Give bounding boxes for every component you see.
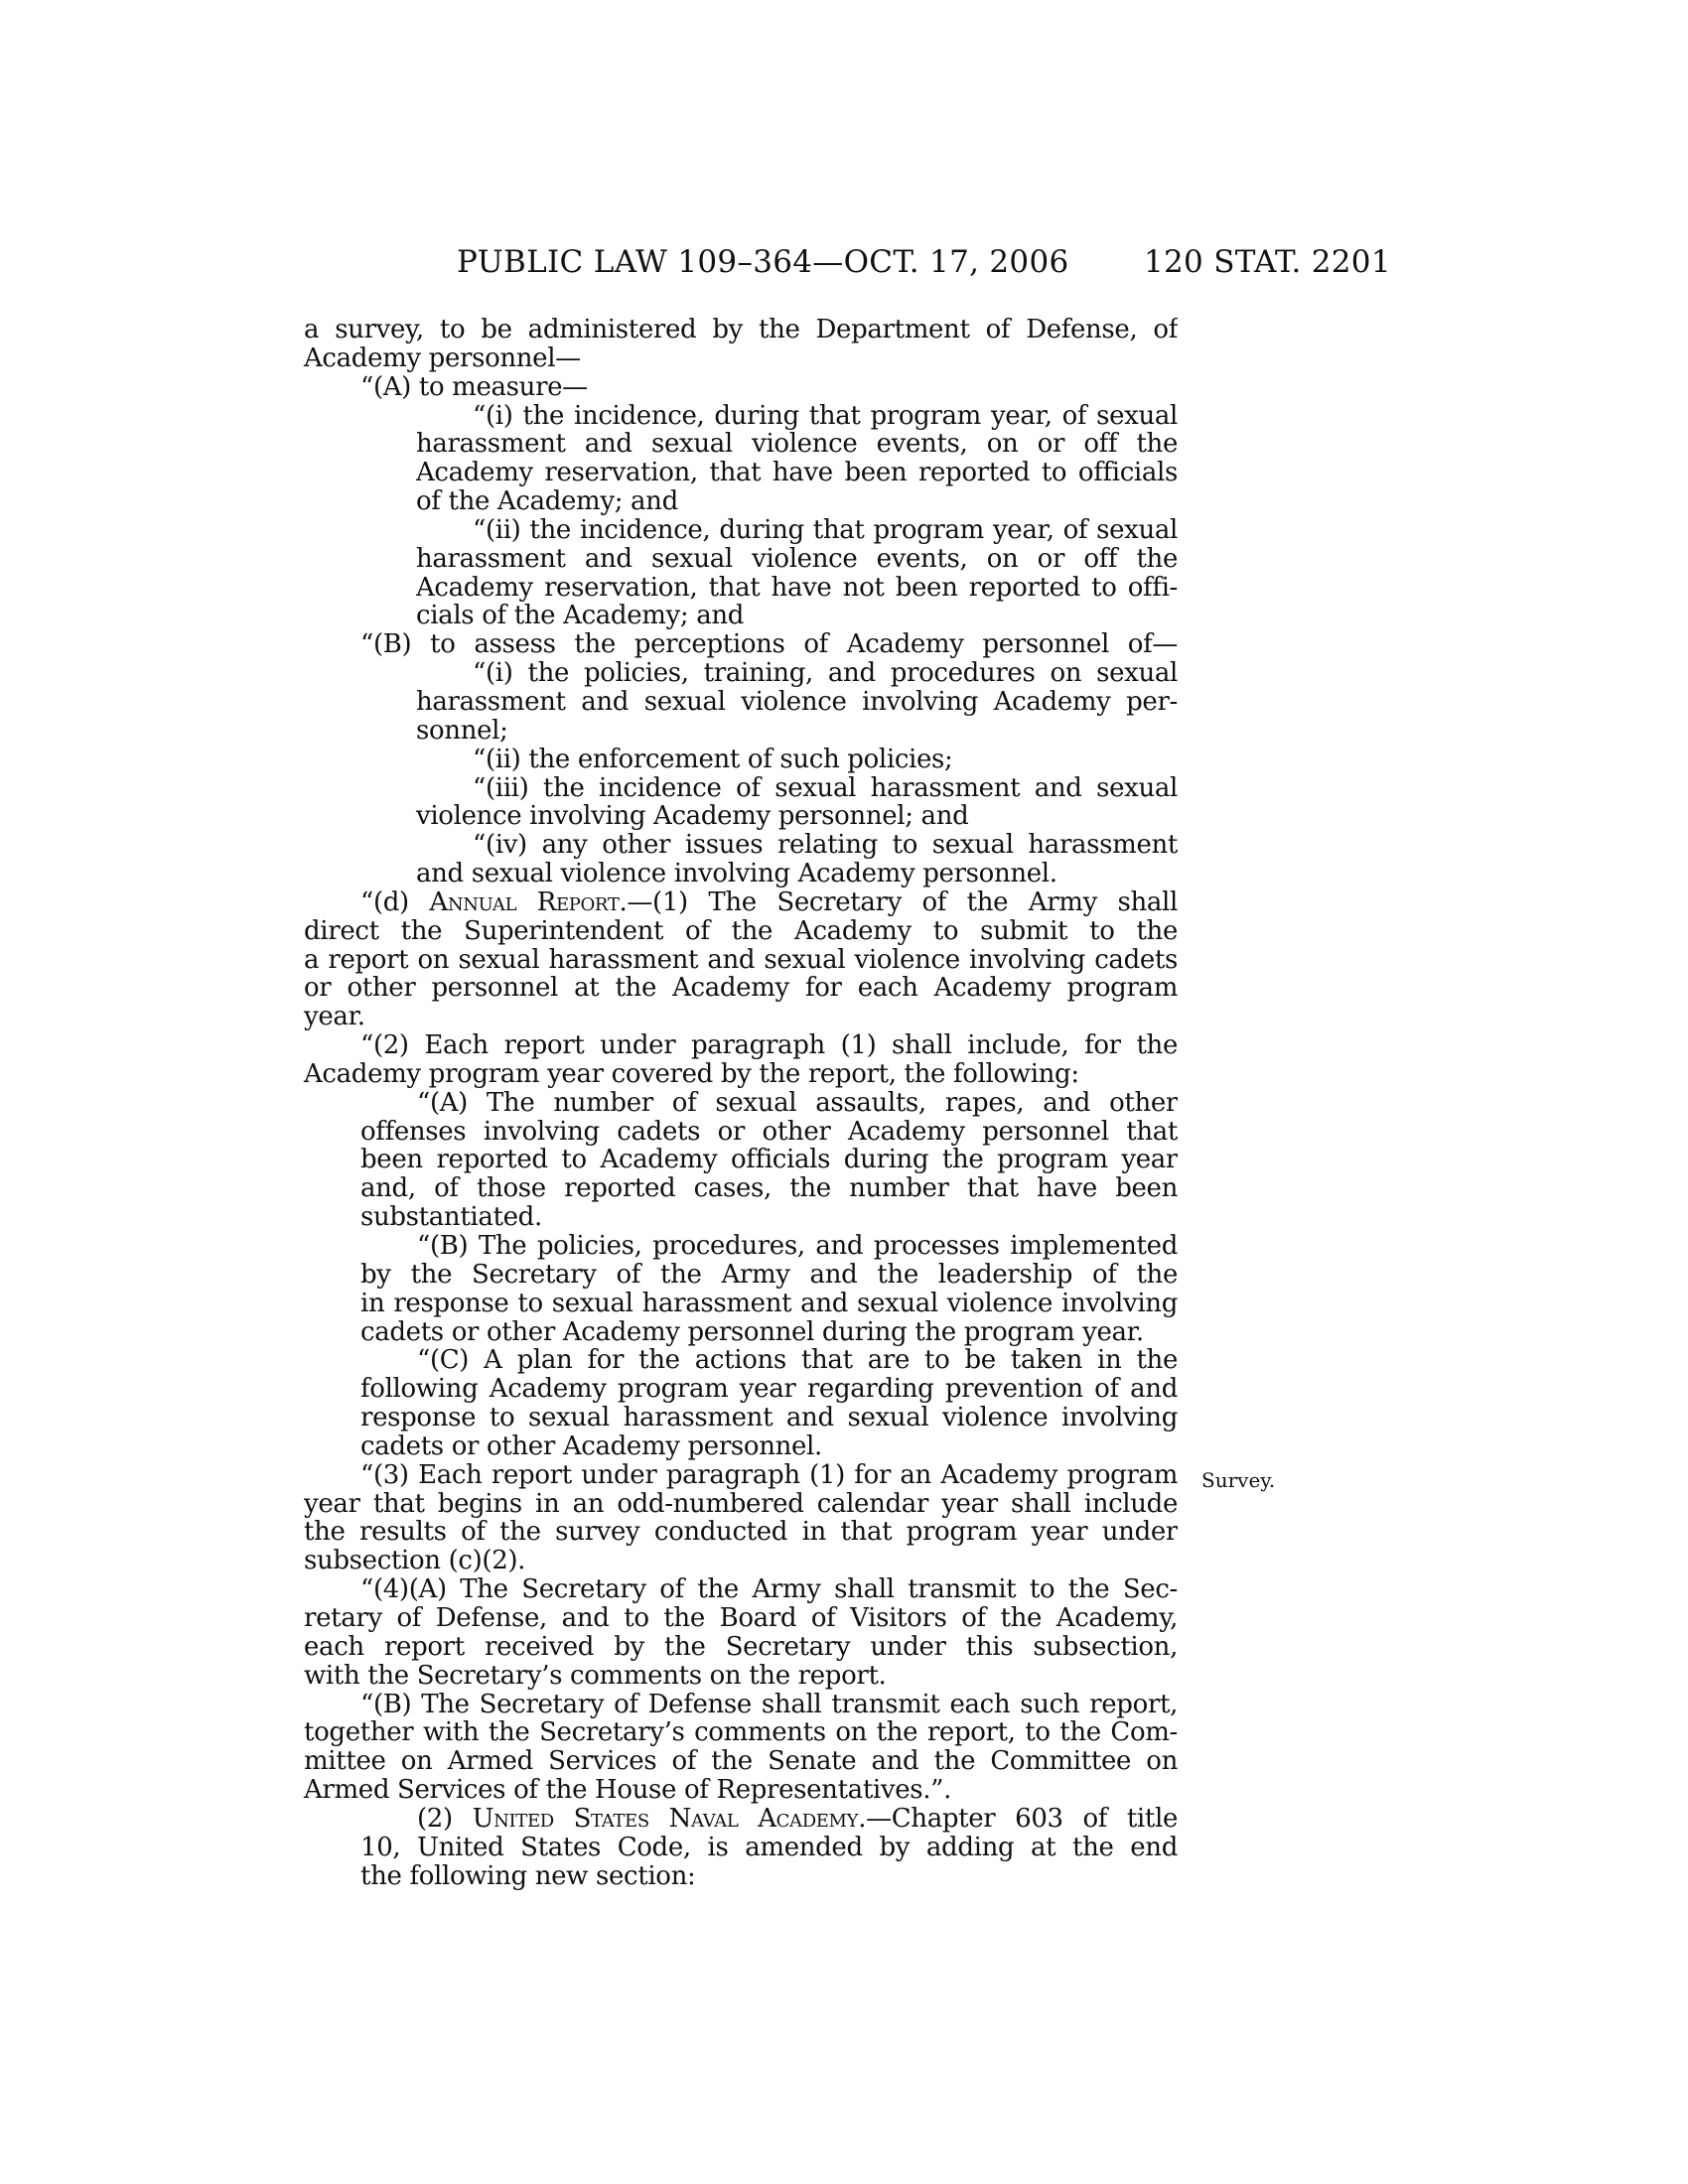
text-span: the results of the survey conducted in that program year under — [304, 1518, 1178, 1548]
text-line — [417, 1232, 1178, 1261]
text-span: in response to sexual harassment and sexual violence involving — [360, 1289, 1178, 1318]
text-span: year. — [304, 1002, 365, 1032]
text-line — [360, 1461, 1178, 1490]
text-span: .—(1) The Secretary of the Army shall — [619, 887, 1178, 917]
text-span: of the Academy; and — [416, 486, 678, 517]
text-line — [360, 1691, 1178, 1719]
text-line — [416, 487, 1178, 516]
text-line — [473, 831, 1178, 860]
text-line — [360, 373, 1178, 402]
text-span: “(i) the policies, training, and procedures on sexual — [473, 659, 1178, 688]
text-line — [304, 974, 1178, 1003]
text-line — [417, 1805, 1178, 1834]
text-span: “(i) the incidence, during that program year, of sexual — [473, 401, 1178, 431]
text-line — [304, 1747, 1178, 1776]
text-line — [360, 1146, 1178, 1174]
text-span: the following new section: — [360, 1860, 696, 1891]
text-line — [304, 917, 1178, 946]
text-line — [473, 402, 1178, 431]
text-span: “(C) A plan for the actions that are to be taken in the — [417, 1346, 1178, 1376]
small-caps-heading: United States Naval Academy — [472, 1804, 859, 1834]
text-line — [416, 717, 1178, 746]
text-span: “(iii) the incidence of sexual harassment and sexual — [473, 773, 1178, 803]
text-line — [360, 1174, 1178, 1203]
text-span: (2) — [417, 1804, 473, 1834]
text-span: or other personnel at the Academy for each Academy program — [304, 974, 1178, 1004]
text-span: and, of those reported cases, the number that have been — [360, 1174, 1178, 1204]
text-span: “(2) Each report under paragraph (1) shall include, for the — [360, 1031, 1178, 1060]
text-span: substantiated. — [360, 1202, 542, 1233]
text-line — [360, 888, 1178, 917]
text-line — [360, 1834, 1178, 1862]
text-line — [416, 602, 1178, 630]
text-span: “(ii) the incidence, during that program year, of sexual — [473, 515, 1178, 545]
text-span: “(B) The policies, procedures, and processes implemented — [417, 1232, 1178, 1261]
text-span: .—Chapter 603 of title — [858, 1804, 1178, 1834]
text-line — [360, 1318, 1178, 1347]
text-line — [360, 1203, 1178, 1232]
body-text — [304, 316, 1178, 1890]
page-header-title: PUBLIC LAW 109–364—OCT. 17, 2006 — [457, 244, 1069, 280]
text-span: and sexual violence involving Academy personnel. — [416, 859, 1057, 889]
text-span: year that begins in an odd-numbered calendar year shall include — [304, 1489, 1178, 1519]
small-caps-heading: Annual Report — [429, 887, 620, 917]
margin-note: Survey. — [1201, 1468, 1276, 1492]
text-span: “(iv) any other issues relating to sexual harassment — [473, 831, 1178, 861]
text-span: cadets or other Academy personnel. — [360, 1431, 822, 1461]
text-span: offenses involving cadets or other Academy personnel that — [360, 1117, 1178, 1147]
text-span: “(4)(A) The Secretary of the Army shall transmit to the Sec- — [360, 1575, 1178, 1604]
text-line — [304, 946, 1178, 975]
text-line — [304, 316, 1178, 344]
text-line — [473, 516, 1178, 545]
text-span: each report received by the Secretary under this subsection, — [304, 1632, 1178, 1662]
text-line — [304, 344, 1178, 373]
text-line — [416, 860, 1178, 888]
text-line — [473, 774, 1178, 803]
text-span: violence involving Academy personnel; and — [416, 801, 969, 832]
text-span: Academy reservation, that have been reported to officials — [416, 459, 1178, 488]
text-span: “(ii) the enforcement of such policies; — [473, 744, 953, 774]
text-line — [360, 1433, 1178, 1461]
text-span: 10, United States Code, is amended by adding at the end — [360, 1833, 1178, 1862]
text-line — [416, 802, 1178, 831]
text-line — [416, 430, 1178, 459]
text-line — [416, 545, 1178, 574]
text-span: by the Secretary of the Army and the leadership of the — [360, 1260, 1178, 1290]
text-line — [416, 688, 1178, 717]
text-line — [360, 1375, 1178, 1404]
text-span: “(A) The number of sexual assaults, rapes, and other — [417, 1088, 1178, 1118]
text-line — [304, 1604, 1178, 1633]
text-line — [304, 1518, 1178, 1547]
text-line — [304, 1776, 1178, 1805]
text-line — [360, 1404, 1178, 1433]
text-span: sonnel; — [416, 715, 508, 746]
text-line — [304, 1547, 1178, 1575]
text-line — [416, 459, 1178, 487]
text-line — [360, 1261, 1178, 1290]
text-span: Academy personnel— — [304, 342, 581, 373]
text-line — [360, 1290, 1178, 1318]
text-span: together with the Secretary’s comments on the report, to the Com- — [304, 1718, 1178, 1748]
text-span: “(d) — [360, 887, 430, 917]
text-span: “(B) The Secretary of Defense shall transmit each such report, — [360, 1690, 1178, 1719]
text-line — [304, 1633, 1178, 1662]
text-span: a survey, to be administered by the Department of Defense, of — [304, 316, 1178, 344]
text-span: retary of Defense, and to the Board of Visitors of the Academy, — [304, 1603, 1178, 1633]
text-span: a report on sexual harassment and sexual violence involving cadets — [304, 945, 1178, 975]
text-line — [360, 630, 1178, 659]
text-span: Armed Services of the House of Representatives.”. — [304, 1775, 952, 1806]
text-span: harassment and sexual violence events, on or off the — [416, 430, 1178, 460]
text-line — [304, 1490, 1178, 1519]
text-span: harassment and sexual violence involving Academy per- — [416, 687, 1178, 717]
text-line — [304, 1718, 1178, 1747]
text-span: harassment and sexual violence events, on or off the — [416, 544, 1178, 574]
text-line — [416, 574, 1178, 603]
text-line — [473, 746, 1178, 774]
text-span: response to sexual harassment and sexual violence involving — [360, 1404, 1178, 1433]
text-line — [417, 1346, 1178, 1375]
text-line — [304, 1003, 1178, 1031]
text-line — [360, 1575, 1178, 1604]
text-line — [360, 1862, 1178, 1891]
text-line — [417, 1089, 1178, 1118]
text-line — [473, 659, 1178, 688]
text-span: following Academy program year regarding prevention of and — [360, 1375, 1178, 1405]
text-span: Academy program year covered by the report, the following: — [304, 1058, 1079, 1089]
text-span: direct the Superintendent of the Academy to submit to the — [304, 916, 1178, 946]
page-header-stat: 120 STAT. 2201 — [1144, 244, 1391, 280]
text-span: “(B) to assess the perceptions of Academy personnel of— — [360, 630, 1178, 660]
text-span: with the Secretary’s comments on the report. — [304, 1660, 887, 1691]
text-line — [360, 1031, 1178, 1060]
text-line — [304, 1662, 1178, 1691]
text-span: cadets or other Academy personnel during the program year. — [360, 1316, 1144, 1347]
text-span: “(A) to measure— — [360, 371, 588, 402]
text-span: cials of the Academy; and — [416, 601, 745, 631]
text-line — [304, 1060, 1178, 1089]
text-span: Academy reservation, that have not been reported to offi- — [416, 573, 1178, 603]
text-span: mittee on Armed Services of the Senate and the Committee on — [304, 1747, 1178, 1777]
text-line — [360, 1118, 1178, 1147]
text-span: been reported to Academy officials during the program year — [360, 1146, 1178, 1175]
text-span: subsection (c)(2). — [304, 1546, 526, 1576]
text-span: “(3) Each report under paragraph (1) for an Academy program — [360, 1460, 1178, 1490]
